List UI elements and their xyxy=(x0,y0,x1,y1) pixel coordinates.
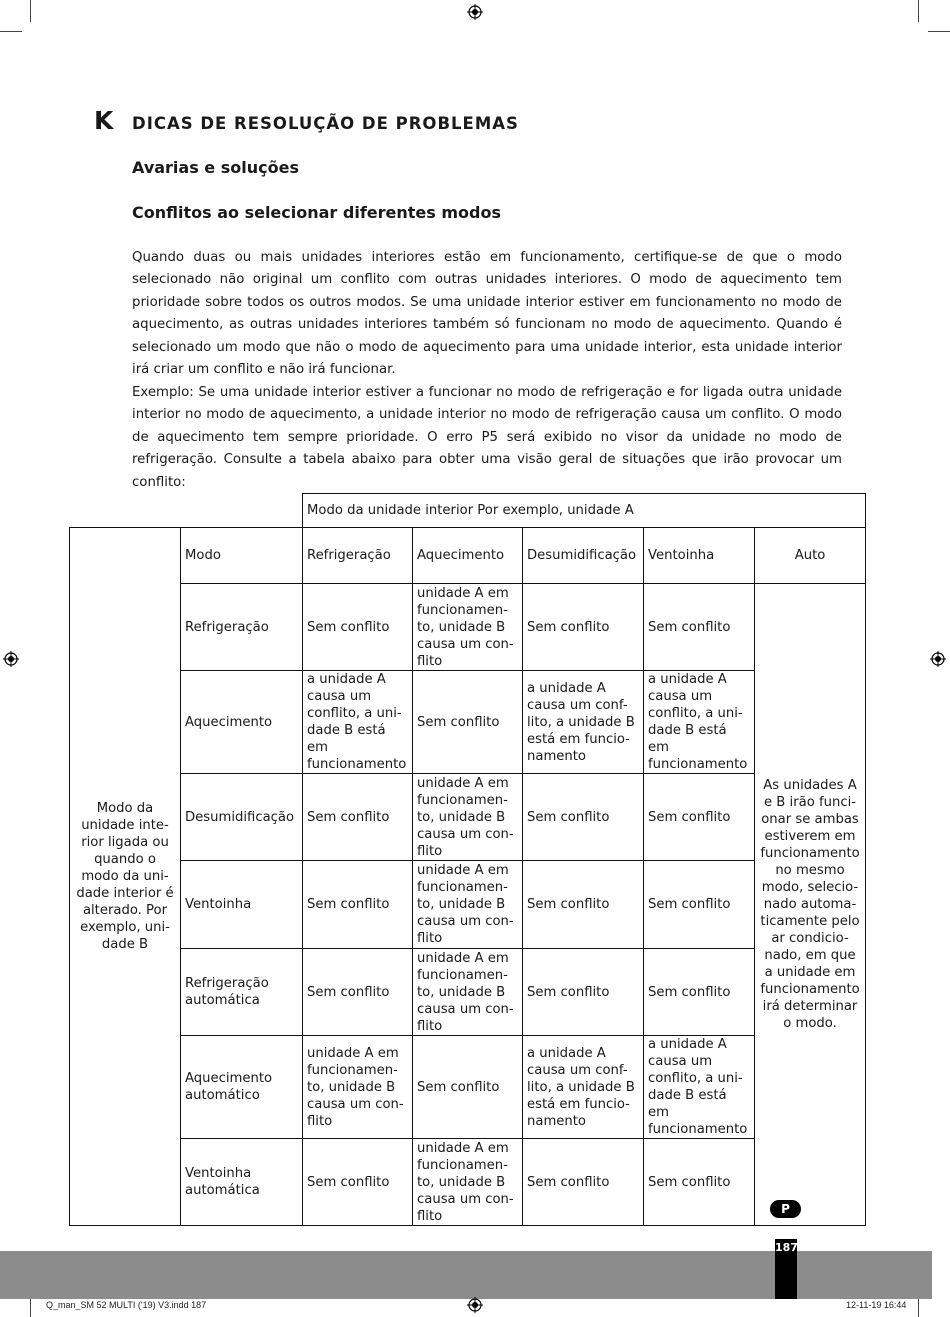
table-cell: Sem conflito xyxy=(303,949,413,1036)
table-row xyxy=(70,584,866,671)
table-cell: Sem conflito xyxy=(644,584,755,671)
table-cell: Sem conflito xyxy=(303,584,413,671)
crop-mark xyxy=(928,31,950,32)
table-row xyxy=(70,1036,866,1139)
crop-mark xyxy=(918,0,919,22)
row-mode: Desumidificação xyxy=(181,774,303,861)
auto-note: As unidades A e B irão funci-onar se ambas estiverem em funcionamento no mesmo modo, selecio-nado automa-ticamente pelo ar condicio-nado, em que a unidade em funcionamento irá determinar o modo. xyxy=(755,584,866,1226)
subheading-conflicts: Conflitos ao selecionar diferentes modos xyxy=(132,203,501,222)
row-mode: Ventoinha automática xyxy=(181,1139,303,1226)
table-cell: a unidade A causa um conflito, a uni-dade B está em funcionamento xyxy=(644,1036,755,1139)
example-paragraph: Exemplo: Se uma unidade interior estiver a funcionar no modo de refrigeração e for ligada outra unidade interior no modo de aquecimento, a unidade interior no modo de refrigeração causa um conflito. O modo de aquecimento tem sempre prioridade. O erro P5 será exibido no visor da unidade no modo de refrigeração. Consulte a tabela abaixo para obter uma visão geral de situações que irão provocar um conflito: xyxy=(132,385,842,490)
table-cell: Sem conflito xyxy=(523,949,644,1036)
table-cell: unidade A em funcionamen-to, unidade B causa um con-flito xyxy=(413,584,523,671)
table-cell: Sem conflito xyxy=(523,861,644,949)
table-cell: Sem conflito xyxy=(413,1036,523,1139)
registration-mark-icon xyxy=(3,651,19,667)
table-cell: Sem conflito xyxy=(644,949,755,1036)
table-cell: Sem conflito xyxy=(523,1139,644,1226)
page-number: 187 xyxy=(775,1239,797,1299)
registration-mark-icon xyxy=(467,4,483,20)
table-cell: Sem conflito xyxy=(644,774,755,861)
table-cell: unidade A em funcionamen-to, unidade B causa um con-flito xyxy=(413,774,523,861)
registration-mark-icon xyxy=(467,1297,483,1313)
unit-b-group-label: Modo da unidade inte-rior ligada ou quando o modo da uni-dade interior é alterado. Por exemplo, uni-dade B xyxy=(70,528,181,1226)
column-header: Ventoinha xyxy=(644,528,755,584)
column-header: Modo xyxy=(181,528,303,584)
table-cell: Sem conflito xyxy=(303,1139,413,1226)
subheading-faults: Avarias e soluções xyxy=(132,158,299,177)
print-slug-date: 12-11-19 16:44 xyxy=(846,1300,907,1310)
table-cell: Sem conflito xyxy=(523,774,644,861)
table-cell: Sem conflito xyxy=(644,1139,755,1226)
table-cell: a unidade A causa um conf-lito, a unidade B está em funcio-namento xyxy=(523,1036,644,1139)
registration-mark-icon xyxy=(930,651,946,667)
table-row xyxy=(70,949,866,1036)
table-cell: a unidade A causa um conf-lito, a unidade B está em funcio-namento xyxy=(523,671,644,774)
table-cell: Sem conflito xyxy=(644,861,755,949)
table-cell: Sem conflito xyxy=(303,861,413,949)
column-header: Refrigeração xyxy=(303,528,413,584)
table-cell: unidade A em funcionamen-to, unidade B causa um con-flito xyxy=(413,1139,523,1226)
column-header: Auto xyxy=(755,528,866,584)
row-mode: Aquecimento xyxy=(181,671,303,774)
conflict-table xyxy=(69,493,866,1226)
table-cell: Sem conflito xyxy=(303,774,413,861)
section-letter: K xyxy=(94,106,114,135)
row-mode: Refrigeração automática xyxy=(181,949,303,1036)
column-header: Desumidificação xyxy=(523,528,644,584)
crop-mark xyxy=(30,0,31,22)
table-row xyxy=(70,774,866,861)
table-row xyxy=(70,1139,866,1226)
table-cell: a unidade A causa um conflito, a uni-dade B está em funcionamento xyxy=(303,671,413,774)
table-row xyxy=(70,671,866,774)
table-cell: unidade A em funcionamen-to, unidade B causa um con-flito xyxy=(413,861,523,949)
table-cell: Sem conflito xyxy=(523,584,644,671)
row-mode: Refrigeração xyxy=(181,584,303,671)
section-title: DICAS DE RESOLUÇÃO DE PROBLEMAS xyxy=(132,114,519,133)
table-row xyxy=(70,861,866,949)
unit-a-header: Modo da unidade interior Por exemplo, unidade A xyxy=(303,494,866,528)
table-cell: a unidade A causa um conflito, a uni-dade B está em funcionamento xyxy=(644,671,755,774)
print-slug-file: Q_man_SM 52 MULTI ('19) V3.indd 187 xyxy=(46,1300,207,1310)
table-cell: unidade A em funcionamen-to, unidade B causa um con-flito xyxy=(303,1036,413,1139)
column-header: Aquecimento xyxy=(413,528,523,584)
crop-mark xyxy=(0,31,22,32)
row-mode: Ventoinha xyxy=(181,861,303,949)
table-cell: Sem conflito xyxy=(413,671,523,774)
table-cell: unidade A em funcionamen-to, unidade B causa um con-flito xyxy=(413,949,523,1036)
language-badge: P xyxy=(770,1200,801,1218)
row-mode: Aquecimento automático xyxy=(181,1036,303,1139)
intro-paragraph: Quando duas ou mais unidades interiores estão em funcionamento, certifique-se de que o modo selecionado não original um conflito com outras unidades interiores. O modo de aquecimento tem prioridade sobre todos os outros modos. Se uma unidade interior estiver em funcionamento no modo de aquecimento, as outras unidades interiores também só funcionam no modo de aquecimento. Quando é selecionado um modo que não o modo de aquecimento para uma unidade interior, esta unidade interior irá criar um conflito e não irá funcionar. xyxy=(132,250,842,378)
